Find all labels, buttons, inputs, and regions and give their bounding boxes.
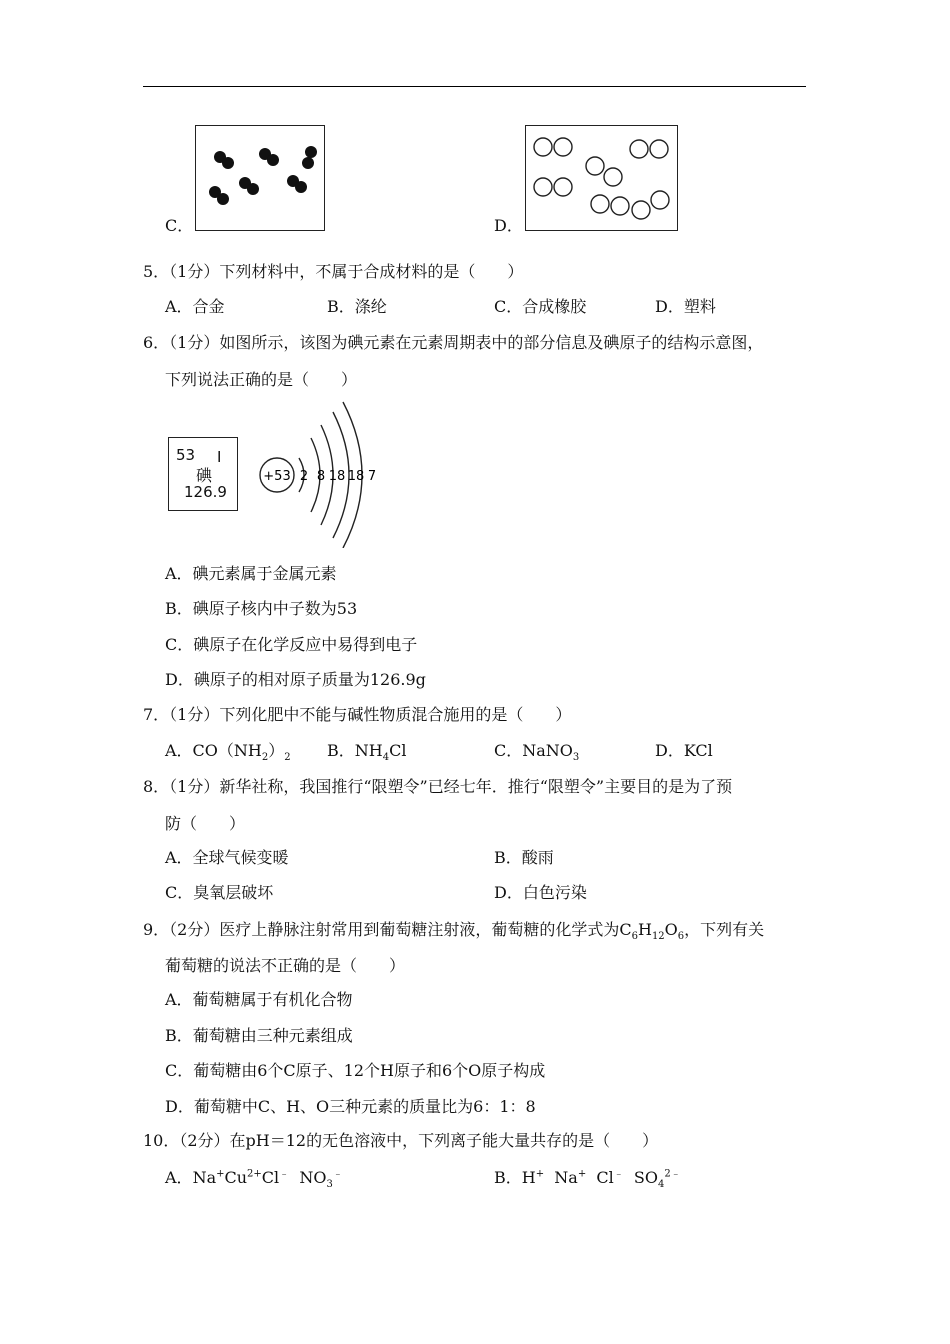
q4-option-d-diagram bbox=[525, 125, 678, 231]
q9-option-b: B．葡萄糖由三种元素组成 bbox=[165, 1026, 353, 1045]
q6-stem-line1: 6．（1分）如图所示，该图为碘元素在元素周期表中的部分信息及碘原子的结构示意图， bbox=[143, 333, 764, 352]
q7-option-c: C．NaNO$_3$ bbox=[494, 741, 580, 763]
atomic-structure-diagram bbox=[255, 398, 385, 552]
q5-option-b: B．涤纶 bbox=[327, 297, 387, 316]
q9-option-a: A．葡萄糖属于有机化合物 bbox=[165, 990, 353, 1009]
diatomic-molecules-illustration bbox=[196, 126, 324, 230]
q9-option-c: C．葡萄糖由6个C原子、12个H原子和6个O原子构成 bbox=[165, 1061, 546, 1080]
q9-stem-line2: 葡萄糖的说法不正确的是（ ） bbox=[165, 956, 406, 975]
q8-option-b: B．酸雨 bbox=[494, 848, 554, 867]
q5-stem: 5．（1分）下列材料中，不属于合成材料的是（ ） bbox=[143, 262, 524, 281]
q8-option-c: C．臭氧层破坏 bbox=[165, 883, 274, 902]
q4-option-d-label: D． bbox=[494, 216, 523, 235]
shell-1-count: 2 bbox=[299, 469, 309, 484]
atomic-mass: 126.9 bbox=[184, 483, 227, 501]
q8-option-d: D．白色污染 bbox=[494, 883, 587, 902]
element-name: 碘 bbox=[196, 466, 213, 485]
q5-option-d: D．塑料 bbox=[655, 297, 716, 316]
q10-option-b: B．H+ Na+ Cl﹣ $SO_4^{2﹣}$ bbox=[494, 1168, 681, 1190]
q6-option-a: A．碘元素属于金属元素 bbox=[165, 564, 337, 583]
atomic-number: 53 bbox=[176, 446, 196, 464]
q6-option-c: C．碘原子在化学反应中易得到电子 bbox=[165, 635, 418, 654]
shell-3-count: 18 bbox=[328, 469, 346, 484]
q6-stem-line2: 下列说法正确的是（ ） bbox=[165, 370, 358, 389]
q8-stem-line2: 防（ ） bbox=[165, 814, 246, 833]
q8-stem-line1: 8．（1分）新华社称，我国推行“限塑令”已经七年．推行“限塑令”主要目的是为了预 bbox=[143, 777, 733, 796]
q5-option-a: A．合金 bbox=[165, 297, 225, 316]
q7-stem: 7．（1分）下列化肥中不能与碱性物质混合施用的是（ ） bbox=[143, 705, 572, 724]
hollow-molecules-illustration bbox=[526, 126, 677, 230]
q6-option-b: B．碘原子核内中子数为53 bbox=[165, 599, 358, 618]
q7-option-a: A．$CO(NH_2)_2$ bbox=[165, 741, 291, 763]
q8-option-a: A．全球气候变暖 bbox=[165, 848, 289, 867]
shell-4-count: 18 bbox=[347, 469, 365, 484]
periodic-table-cell bbox=[168, 437, 238, 511]
q5-option-c: C．合成橡胶 bbox=[494, 297, 587, 316]
q7-option-b: B．$NH_4Cl$ bbox=[327, 741, 407, 763]
shell-2-count: 8 bbox=[316, 469, 326, 484]
q10-stem: 10．（2分）在pH＝12的无色溶液中，下列离子能大量共存的是（ ） bbox=[143, 1131, 659, 1150]
q9-stem-line1: 9．（2分）医疗上静脉注射常用到葡萄糖注射液，葡萄糖的化学式为$C_6H_{12}O_6$，下列有关 bbox=[143, 920, 765, 942]
q9-option-d: D．葡萄糖中C、H、O三种元素的质量比为6：1：8 bbox=[165, 1097, 536, 1116]
nucleus-charge: +53 bbox=[263, 469, 291, 484]
shell-5-count: 7 bbox=[367, 469, 377, 484]
q4-option-c-label: C． bbox=[165, 216, 194, 235]
element-symbol: I bbox=[217, 448, 222, 466]
header-rule bbox=[143, 86, 806, 87]
q10-option-a: A．$Na^+Cu^{2+}Cl^﹣$ $NO_3^﹣$ bbox=[165, 1168, 343, 1190]
q6-option-d: D．碘原子的相对原子质量为126.9g bbox=[165, 670, 426, 689]
q4-option-c-diagram bbox=[195, 125, 325, 231]
q7-option-d: D．KCl bbox=[655, 741, 713, 760]
